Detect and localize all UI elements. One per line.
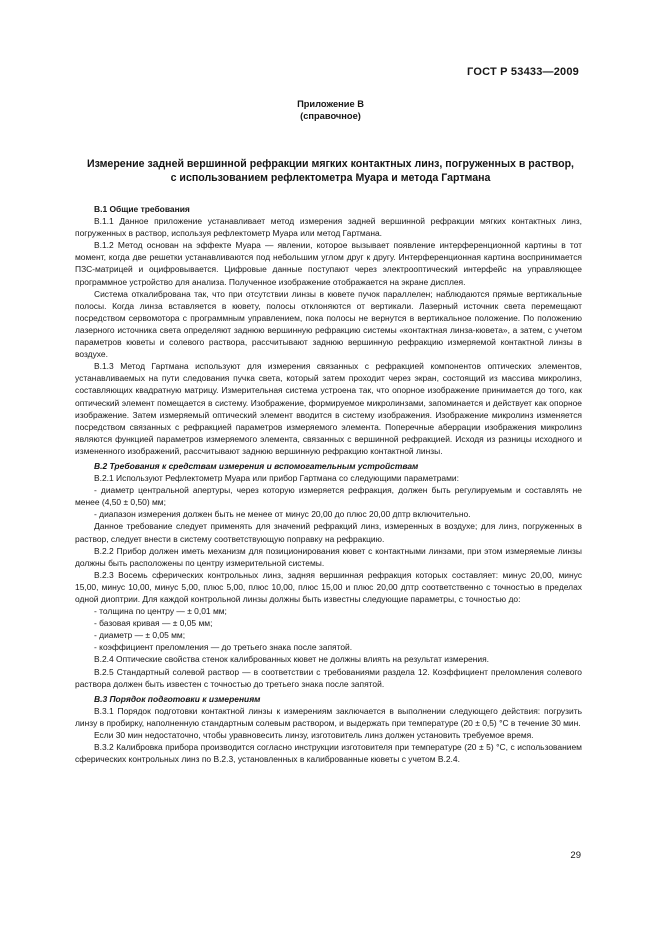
section-heading: В.1 Общие требования: [94, 204, 190, 214]
appendix-heading: [0, 98, 661, 122]
paragraph: В.1.3 Метод Гартмана используют для измерения связанных с рефракцией компонентов оптических элементов, устанавливаемых на пути следования пучка света, который затем проходит через экран, состоящий из массива микролинз, составляющих квадратную матрицу. Измерительная система устроена так, что опорное изображение принимается до того, как оптический элемент помещается в систему. Изображение, формируемое микролинзами, запоминается и действует как опорное изображение. Затем измеряемый оптический элемент вводится в систему изображения. Изображение микролинз изменяется посредством связанных с рефракцией параметров измеряемого элемента. Поперечные аберрации изображения микролинз являются функцией параметров измеряемого элемента, связанных с вершинной рефракцией. Исходя из разницы исходного и измененного изображений, рассчитывают заднюю вершинную рефракцию контактной линзы.: [75, 361, 582, 456]
doc-code: ГОСТ Р 53433—2009: [467, 66, 579, 78]
paragraph: В.2.1 Используют Рефлектометр Муара или прибор Гартмана со следующими параметрами:: [94, 473, 459, 484]
page-number: 29: [570, 850, 581, 861]
list-item: - диаметр — ± 0,05 мм;: [94, 630, 186, 641]
paragraph: В.3.1 Порядок подготовки контактной линзы к измерениям заключается в выполнении следующего действия: погрузить линзу в пробирку, наполненную стандартным солевым раствором, и выдержать при температуре (20 ± 0,5) °С в течение 30 мин.: [75, 705, 582, 728]
list-item: - диапазон измерения должен быть не менее от минус 20,00 до плюс 20,00 дптр включительно.: [94, 509, 471, 520]
paragraph: В.2.4 Оптические свойства стенок калиброванных кювет не должны влиять на результат измерения.: [94, 654, 490, 665]
paragraph: Система откалибрована так, что при отсутствии линзы в кювете пучок параллелен; наблюдаются прямые вертикальные полосы. Когда линза вставляется в кювету, полосы отклоняются от вертикали. Лазерный источник света перемещают посредством сервомотора с программным управлением, пока полосы не вернутся в вертикальное положение. По положению лазерного источника света определяют заднюю вершинную рефракцию системы «контактная линза-кювета», а затем, с учетом параметров кюветы и солевого раствора, рассчитывают заднюю вершинную рефракцию измеряемой контактной линзы в воздухе.: [75, 288, 582, 360]
paragraph: Если 30 мин недостаточно, чтобы уравновесить линзу, изготовитель линз должен установить требуемое время.: [94, 730, 534, 741]
list-item: - коэффициент преломления — до третьего знака после запятой.: [94, 642, 353, 653]
list-item: - толщина по центру — ± 0,01 мм;: [94, 606, 227, 617]
appendix-title: [40, 158, 621, 185]
list-item: - базовая кривая — ± 0,05 мм;: [94, 618, 213, 629]
paragraph: В.2.5 Стандартный солевой раствор — в соответствии с требованиями раздела 12. Коэффициент преломления солевого раствора должен быть известен с точностью до третьего знака после запятой.: [75, 666, 582, 689]
paragraph: В.3.2 Калибровка прибора производится согласно инструкции изготовителя при температуре (20 ± 5) °С, с использованием сферических контрольных линз по В.2.3, установленных в калиброванные кюветы с учетом В.2.4.: [75, 742, 582, 765]
body-text: [75, 200, 582, 765]
paragraph: В.2.2 Прибор должен иметь механизм для позиционирования кювет с контактными линзами, при этом измеряемые линзы должны быть расположены по центру измерительной системы.: [75, 545, 582, 568]
paragraph: Данное требование следует применять для значений рефракций линз, измеренных в воздухе; для линз, погруженных в раствор, следует внести в систему соответствующую поправку на рефракцию.: [75, 521, 582, 544]
paragraph: В.2.3 Восемь сферических контрольных линз, задняя вершинная рефракция которых составляет: минус 20,00, минус 15,00, минус 10,00, минус 5,00, плюс 5,00, плюс 10,00, плюс 15,00 и плюс 20,00 дптр соответственно с точностью в пределах одной диоптрии. Для каждой контрольной линзы должны быть известны следующие параметры, с точностью до:: [75, 569, 582, 604]
appendix-type: (справочное): [300, 111, 361, 121]
appendix-label: Приложение В: [297, 99, 364, 109]
paragraph: В.1.1 Данное приложение устанавливает метод измерения задней вершинной рефракции мягких контактных линз, погруженных в раствор, используя рефлектометр Муара или метод Гартмана.: [75, 216, 582, 239]
section-heading: В.3 Порядок подготовки к измерениям: [94, 693, 261, 704]
title-line: Измерение задней вершинной рефракции мягких контактных линз, погруженных в раствор,: [86, 158, 574, 170]
section-heading: В.2 Требования к средствам измерения и вспомогательным устройствам: [94, 460, 419, 471]
list-item: - диаметр центральной апертуры, через которую измеряется рефракция, должен быть регулируемым и составлять не менее (4,50 ± 0,50) мм;: [75, 485, 582, 508]
title-line: с использованием рефлектометра Муара и метода Гартмана: [170, 171, 491, 184]
paragraph: В.1.2 Метод основан на эффекте Муара — явлении, которое вызывает появление интерференционной картины в тот момент, когда две решетки устанавливаются под небольшим углом друг к другу. Интерференционная картина воспринимается ПЗС-матрицей и оцифровывается. Цифровые данные поступают через электрооптический интерфейс на управляющее программное устройство для анализа. Полученное изображение отображается на экране дисплея.: [75, 240, 582, 287]
